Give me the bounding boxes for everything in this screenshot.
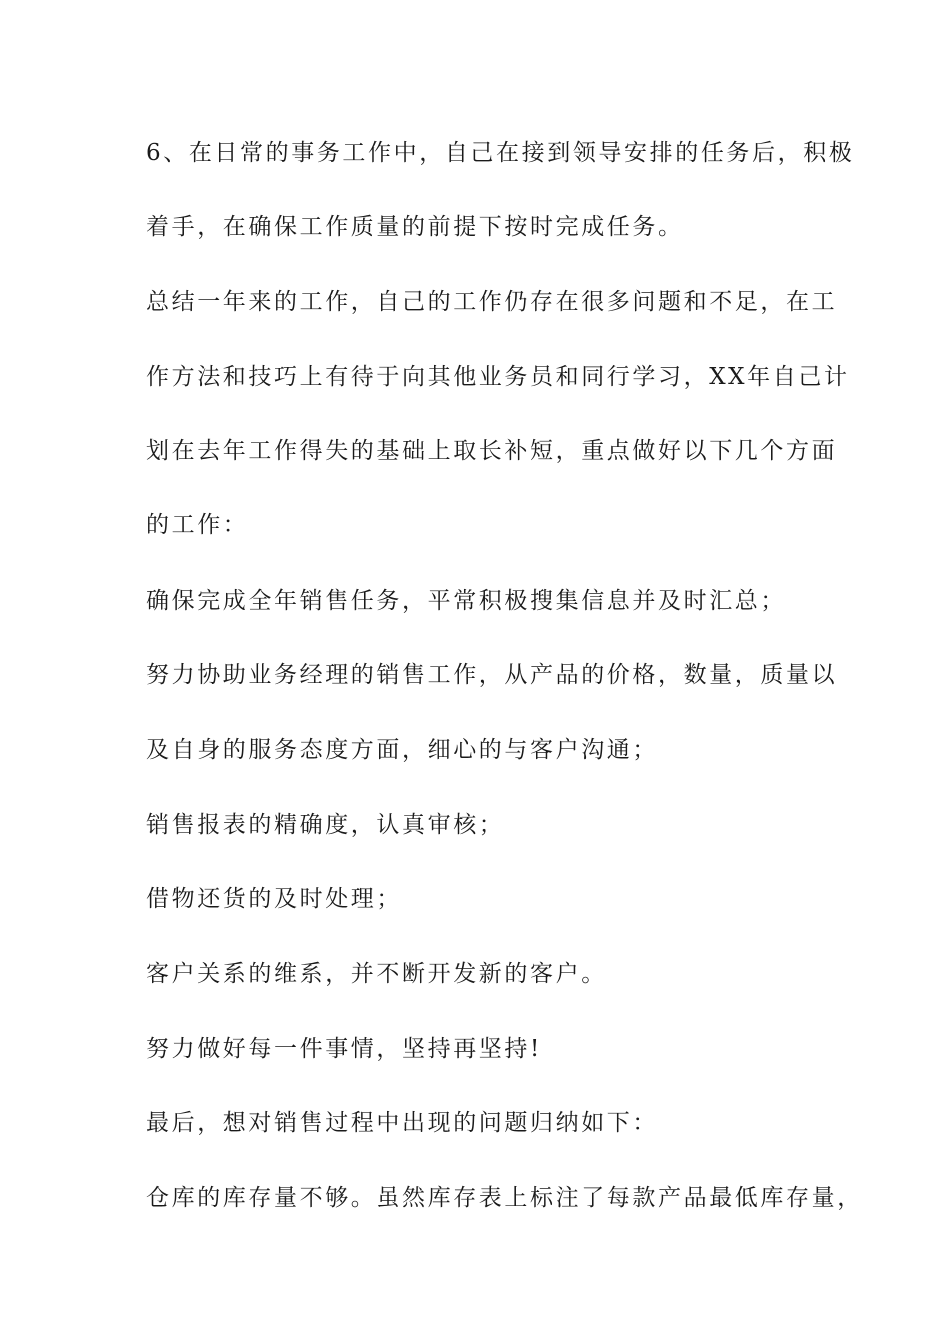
paragraph-line: 的工作： xyxy=(146,512,249,538)
paragraph-line: 销售报表的精确度，认真审核； xyxy=(146,812,505,838)
paragraph-line: 及自身的服务态度方面，细心的与客户沟通； xyxy=(146,737,658,763)
paragraph-line: 作方法和技巧上有待于向其他业务员和同行学习，XX年自己计 xyxy=(146,364,850,390)
paragraph-line: 6、在日常的事务工作中，自己在接到领导安排的任务后，积极 xyxy=(146,140,855,166)
paragraph-line: 总结一年来的工作，自己的工作仍存在很多问题和不足，在工 xyxy=(146,289,838,315)
paragraph-line: 最后，想对销售过程中出现的问题归纳如下： xyxy=(146,1110,658,1136)
paragraph-line: 划在去年工作得失的基础上取长补短，重点做好以下几个方面 xyxy=(146,438,838,464)
paragraph-line: 确保完成全年销售任务，平常积极搜集信息并及时汇总； xyxy=(146,588,786,614)
paragraph-line: 努力协助业务经理的销售工作，从产品的价格，数量，质量以 xyxy=(146,662,838,688)
paragraph-line: 借物还货的及时处理； xyxy=(146,886,402,912)
paragraph-line: 仓库的库存量不够。虽然库存表上标注了每款产品最低库存量， xyxy=(146,1185,863,1211)
paragraph-line: 客户关系的维系，并不断开发新的客户。 xyxy=(146,961,607,987)
paragraph-line: 着手，在确保工作质量的前提下按时完成任务。 xyxy=(146,214,684,240)
paragraph-line: 努力做好每一件事情，坚持再坚持! xyxy=(146,1036,542,1062)
